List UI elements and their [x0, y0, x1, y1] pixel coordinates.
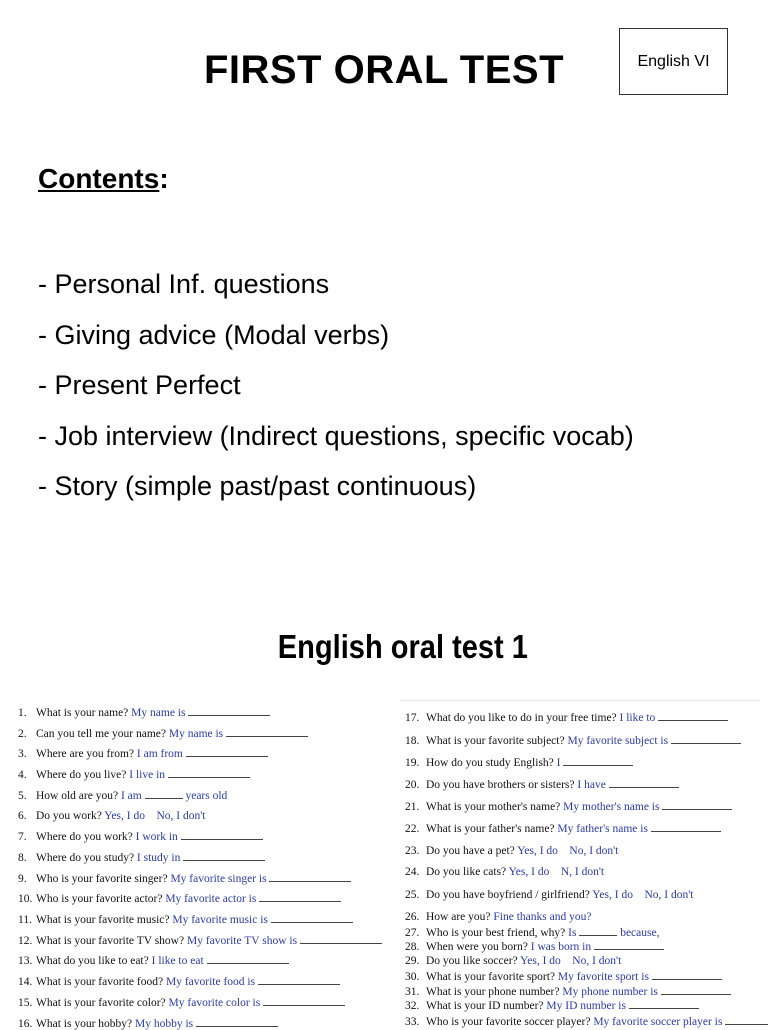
item-answer: Yes, I do N, I don't [508, 866, 605, 878]
answer-blank [661, 985, 731, 995]
worksheet-item [18, 727, 308, 740]
worksheet-heading: English oral test 1 [277, 628, 528, 665]
item-answer: My father's name is [557, 823, 648, 835]
answer-blank [258, 975, 340, 985]
worksheet-item [18, 789, 227, 802]
item-number: 10. [18, 893, 33, 906]
item-number: 9. [18, 872, 27, 885]
worksheet-item [18, 913, 353, 926]
item-question: How old are you? [36, 789, 119, 802]
item-answer: I am from [136, 748, 183, 761]
worksheet-item [405, 734, 741, 747]
item-answer: Yes, I do No, I don't [592, 889, 694, 901]
item-number: 22. [405, 823, 420, 835]
worksheet-item [18, 768, 250, 781]
contents-item: - Job interview (Indirect questions, specific vocab) [38, 420, 634, 451]
item-question: What is your father's name? [426, 823, 555, 835]
item-number: 18. [405, 735, 420, 747]
answer-blank [183, 851, 265, 861]
worksheet-item [18, 954, 289, 967]
worksheet-item [18, 872, 351, 885]
worksheet-item [405, 1015, 768, 1028]
item-question: What is your ID number? [426, 1000, 544, 1012]
answer-blank [662, 800, 732, 810]
item-number: 14. [18, 976, 33, 989]
worksheet-item [405, 970, 722, 983]
item-number: 5. [18, 789, 27, 802]
item-question: Where are you from? [36, 748, 135, 761]
item-number: 19. [405, 757, 420, 769]
answer-blank [579, 926, 617, 936]
item-answer: I [556, 757, 561, 769]
contents-item: - Present Perfect [38, 370, 241, 400]
contents-item: - Story (simple past/past continuous) [38, 471, 477, 501]
item-number: 11. [18, 914, 32, 926]
item-question: What is your favorite color? [36, 996, 166, 1009]
item-question: What is your hobby? [36, 1017, 133, 1030]
item-answer: My favorite actor is [165, 893, 257, 906]
item-answer: I live in [129, 769, 166, 782]
item-number: 12. [18, 934, 33, 947]
answer-blank [168, 768, 250, 778]
item-question: What do you like to eat? [36, 955, 149, 968]
item-number: 16. [18, 1017, 33, 1030]
worksheet-item [18, 830, 263, 843]
worksheet-item [18, 706, 270, 719]
item-answer: I have [577, 779, 606, 791]
item-question: Who is your best friend, why? [426, 927, 566, 939]
item-question: Who is your favorite actor? [36, 893, 163, 906]
item-answer: My phone number is [562, 986, 658, 998]
answer-blank [263, 996, 345, 1006]
item-answer: Yes, I do No, I don't [520, 955, 622, 967]
answer-blank [563, 756, 633, 766]
answer-blank [269, 872, 351, 882]
answer-blank [145, 789, 183, 799]
answer-blank [658, 711, 728, 721]
item-answer-suffix: because, [620, 927, 660, 939]
item-number: 28. [405, 941, 420, 953]
item-question: What is your favorite food? [36, 976, 164, 989]
answer-blank [609, 778, 679, 788]
item-answer: I am [120, 789, 142, 802]
item-number: 6. [18, 809, 27, 822]
worksheet-item [18, 934, 382, 947]
worksheet-item [405, 778, 679, 791]
item-number: 29. [405, 955, 420, 967]
item-number: 7. [18, 831, 27, 844]
contents-list [38, 264, 634, 517]
item-number: 13. [18, 955, 33, 968]
answer-blank [629, 999, 699, 1009]
item-answer: My favorite subject is [567, 735, 669, 747]
contents-colon: : [159, 163, 169, 194]
contents-item: - Giving advice (Modal verbs) [38, 319, 390, 350]
answer-blank [207, 954, 289, 964]
item-number: 21. [405, 801, 420, 813]
answer-blank [651, 822, 721, 832]
answer-blank [594, 940, 664, 950]
item-question: Do you have boyfriend / girlfriend? [426, 889, 590, 901]
item-number: 1. [18, 707, 27, 719]
worksheet-item [405, 756, 633, 769]
item-number: 4. [18, 769, 27, 782]
item-answer: I study in [136, 851, 181, 864]
worksheet-item [405, 800, 732, 813]
item-answer: Yes, I do No, I don't [104, 809, 206, 822]
answer-blank [186, 747, 268, 757]
item-number: 8. [18, 851, 27, 864]
item-answer: I like to eat [151, 955, 204, 968]
item-number: 23. [405, 845, 420, 857]
item-answer: My favorite music is [172, 914, 268, 926]
item-number: 33. [405, 1016, 420, 1028]
worksheet-item [405, 866, 604, 878]
item-question: Do you like soccer? [426, 955, 518, 967]
item-question: Do you work? [36, 809, 102, 822]
item-answer: My favorite TV show is [186, 934, 298, 947]
item-question: Where do you study? [36, 851, 135, 864]
item-number: 20. [405, 779, 420, 791]
item-answer: My ID number is [546, 1000, 626, 1012]
answer-blank [300, 934, 382, 944]
answer-blank [196, 1017, 278, 1027]
item-number: 2. [18, 727, 27, 740]
item-number: 26. [405, 911, 420, 923]
worksheet-item [18, 892, 341, 905]
contents-item: - Personal Inf. questions [38, 269, 330, 299]
item-answer: My favorite sport is [557, 971, 649, 983]
worksheet-item [18, 996, 345, 1009]
item-number: 32. [405, 1000, 420, 1012]
item-question: When were you born? [426, 941, 528, 953]
worksheet-item [18, 1017, 278, 1030]
answer-blank [259, 892, 341, 902]
item-question: Who is your favorite singer? [36, 872, 168, 885]
item-number: 3. [18, 748, 27, 761]
answer-blank [188, 706, 270, 716]
worksheet-item [405, 926, 659, 939]
item-question: What do you like to do in your free time? [426, 712, 617, 724]
item-answer: My favorite soccer player is [593, 1016, 723, 1028]
item-question: Do you like cats? [426, 866, 507, 878]
worksheet-item [405, 822, 721, 835]
item-number: 30. [405, 971, 420, 983]
item-answer: I was born in [530, 941, 592, 953]
contents-label: Contents [38, 163, 160, 194]
slide-title: FIRST ORAL TEST [203, 48, 565, 92]
answer-blank [271, 913, 353, 923]
worksheet-item [18, 975, 340, 988]
worksheet-item [18, 747, 268, 760]
worksheet-item [18, 810, 205, 822]
item-question: What is your mother's name? [426, 801, 561, 813]
worksheet-item [405, 999, 699, 1012]
item-number: 25. [405, 889, 420, 901]
item-answer: My name is [168, 727, 224, 740]
item-question: What is your favorite TV show? [36, 934, 185, 947]
item-number: 27. [405, 927, 420, 939]
worksheet-item [405, 845, 618, 857]
item-answer: Is [568, 927, 577, 939]
item-answer: My name is [131, 707, 186, 719]
item-question: Who is your favorite soccer player? [426, 1016, 591, 1028]
item-answer: My favorite food is [165, 976, 256, 989]
item-answer: I like to [619, 712, 656, 724]
item-answer: My favorite singer is [170, 872, 267, 885]
item-answer: My favorite color is [168, 996, 261, 1009]
worksheet-item [405, 955, 621, 967]
item-question: What is your favorite sport? [426, 971, 556, 983]
worksheet-item [405, 711, 728, 724]
worksheet-item [405, 940, 664, 953]
item-number: 31. [405, 986, 420, 998]
item-question: What is your favorite music? [36, 914, 170, 926]
item-question: Do you have brothers or sisters? [426, 779, 575, 791]
item-question: What is your phone number? [426, 986, 560, 998]
answer-blank [652, 970, 722, 980]
item-question: Where do you live? [36, 769, 127, 782]
worksheet-item [405, 985, 731, 998]
contents-heading [38, 163, 169, 195]
item-question: What is your favorite subject? [426, 735, 565, 747]
course-badge: English VI [619, 28, 728, 95]
item-question: Can you tell me your name? [36, 727, 166, 740]
worksheet-item [405, 889, 694, 901]
item-number: 17. [405, 712, 420, 724]
worksheet-item [405, 911, 591, 923]
item-question: How are you? [426, 911, 491, 923]
worksheet-item [18, 851, 265, 864]
item-question: What is your name? [36, 707, 129, 719]
scan-edge-line [400, 700, 760, 701]
item-answer: My hobby is [135, 1017, 194, 1030]
item-question: How do you study English? [426, 757, 554, 769]
item-question: Do you have a pet? [426, 845, 515, 857]
item-answer: I work in [135, 831, 178, 844]
item-answer: Fine thanks and you? [493, 911, 592, 923]
answer-blank [671, 734, 741, 744]
answer-blank [181, 830, 263, 840]
answer-blank [226, 727, 308, 737]
item-number: 24. [405, 866, 420, 878]
item-answer: Yes, I do No, I don't [517, 845, 619, 857]
item-answer-suffix: years old [185, 789, 228, 802]
item-number: 15. [18, 996, 33, 1009]
item-answer: My mother's name is [563, 801, 660, 813]
item-question: Where do you work? [36, 831, 133, 844]
